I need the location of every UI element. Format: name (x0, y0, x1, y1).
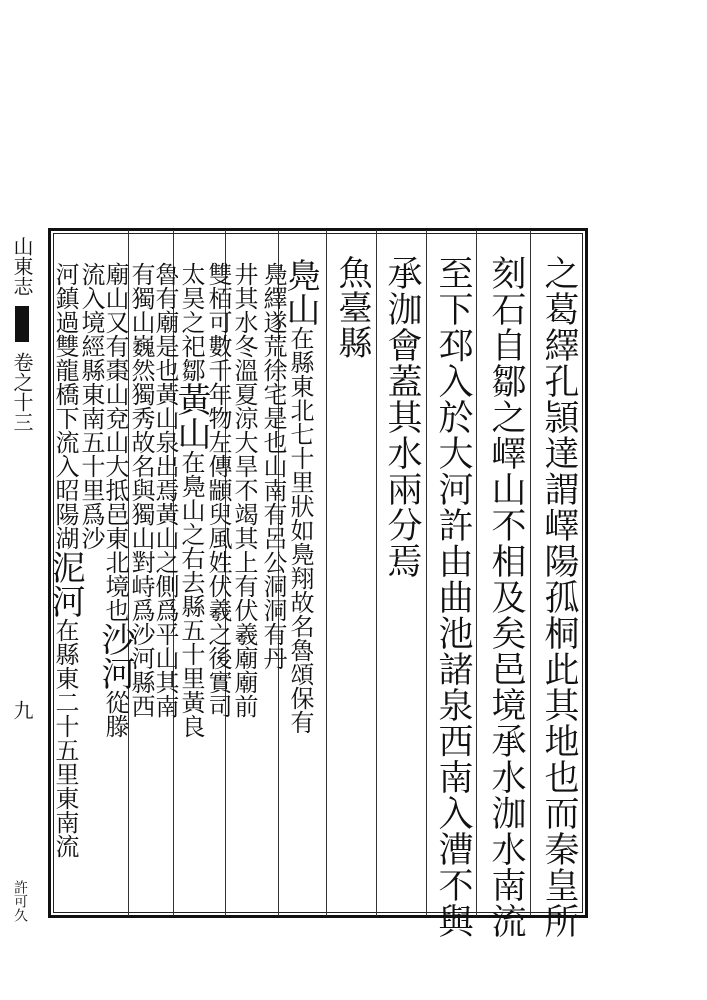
column-text: 鳧繹遂荒徐宅是也山南有呂公洞洞有丹 (259, 262, 287, 670)
text-column-10 (171, 262, 211, 922)
text-column-2 (484, 255, 528, 939)
margin-title (10, 236, 34, 432)
column-text: 井其水冬溫夏涼大旱不竭其上有伏羲廟廟前 (230, 262, 258, 718)
text-column-4 (380, 255, 424, 915)
margin-juan: 卷之十三 (10, 352, 34, 432)
column-text: 流入境經縣東南五十里爲沙 (77, 262, 105, 550)
column-divider (326, 230, 327, 916)
text-column-13 (95, 262, 135, 922)
column-text: 在鳧山之右去縣五十里黃良 (177, 450, 205, 738)
fishtail-mark (15, 306, 29, 342)
heading-text: 魚臺縣 (332, 255, 372, 360)
column-text: 雙栢可數千年物左傳顓臾風姓伏羲之後實司 (204, 262, 232, 718)
margin-carver-name: 許可久 (12, 880, 28, 922)
place-name: 沙河 (95, 622, 135, 690)
text-column-9 (205, 262, 231, 922)
place-name: 泥河 (45, 550, 85, 618)
column-divider (426, 230, 427, 916)
county-heading (330, 255, 374, 915)
column-text: 魯有廟是也黃山泉出焉黃山之側爲平山其南 (151, 262, 179, 718)
text-column-12 (128, 262, 154, 922)
text-column-15 (45, 262, 85, 922)
column-text: 承泇會蓋其水兩分焉 (382, 255, 422, 579)
margin-carver (10, 880, 30, 922)
column-text: 至下邳入於大河許由曲池諸泉西南入漕不與 (433, 255, 473, 939)
column-text: 在縣東二十五里東南流 (51, 618, 79, 858)
column-text: 河鎮過雙龍橋下流入昭陽湖 (51, 262, 79, 550)
margin-page-number: 九 (10, 700, 34, 720)
text-column-6 (280, 258, 320, 918)
column-text: 之葛繹孔頴達謂嶧陽孤桐此其地也而秦皇所 (539, 255, 579, 939)
margin-page (10, 700, 34, 720)
place-name: 鳧山 (280, 258, 320, 326)
place-name: 黃山 (171, 382, 211, 450)
text-column-8 (231, 262, 257, 922)
column-divider (530, 230, 531, 916)
column-divider (376, 230, 377, 916)
column-text: 刻石自鄒之嶧山不相及矣邑境承水泇水南流 (486, 255, 526, 939)
text-column-1 (537, 255, 581, 939)
text-column-3 (431, 255, 475, 939)
column-divider (476, 230, 477, 916)
column-text: 廟山又有棗山兗山大抵邑東北境也 (101, 262, 129, 622)
column-text: 有獨山巍然獨秀故名與獨山對峙爲沙河縣西 (127, 262, 155, 718)
margin-book-title: 山東志 (10, 236, 34, 296)
column-text: 在縣東北七十里狀如鳧翔故名魯頌保有 (286, 326, 314, 734)
text-column-7 (260, 262, 286, 922)
text-column-11 (152, 262, 178, 922)
column-text: 從滕 (101, 690, 129, 738)
column-text: 太昊之祀鄒 (177, 262, 205, 382)
